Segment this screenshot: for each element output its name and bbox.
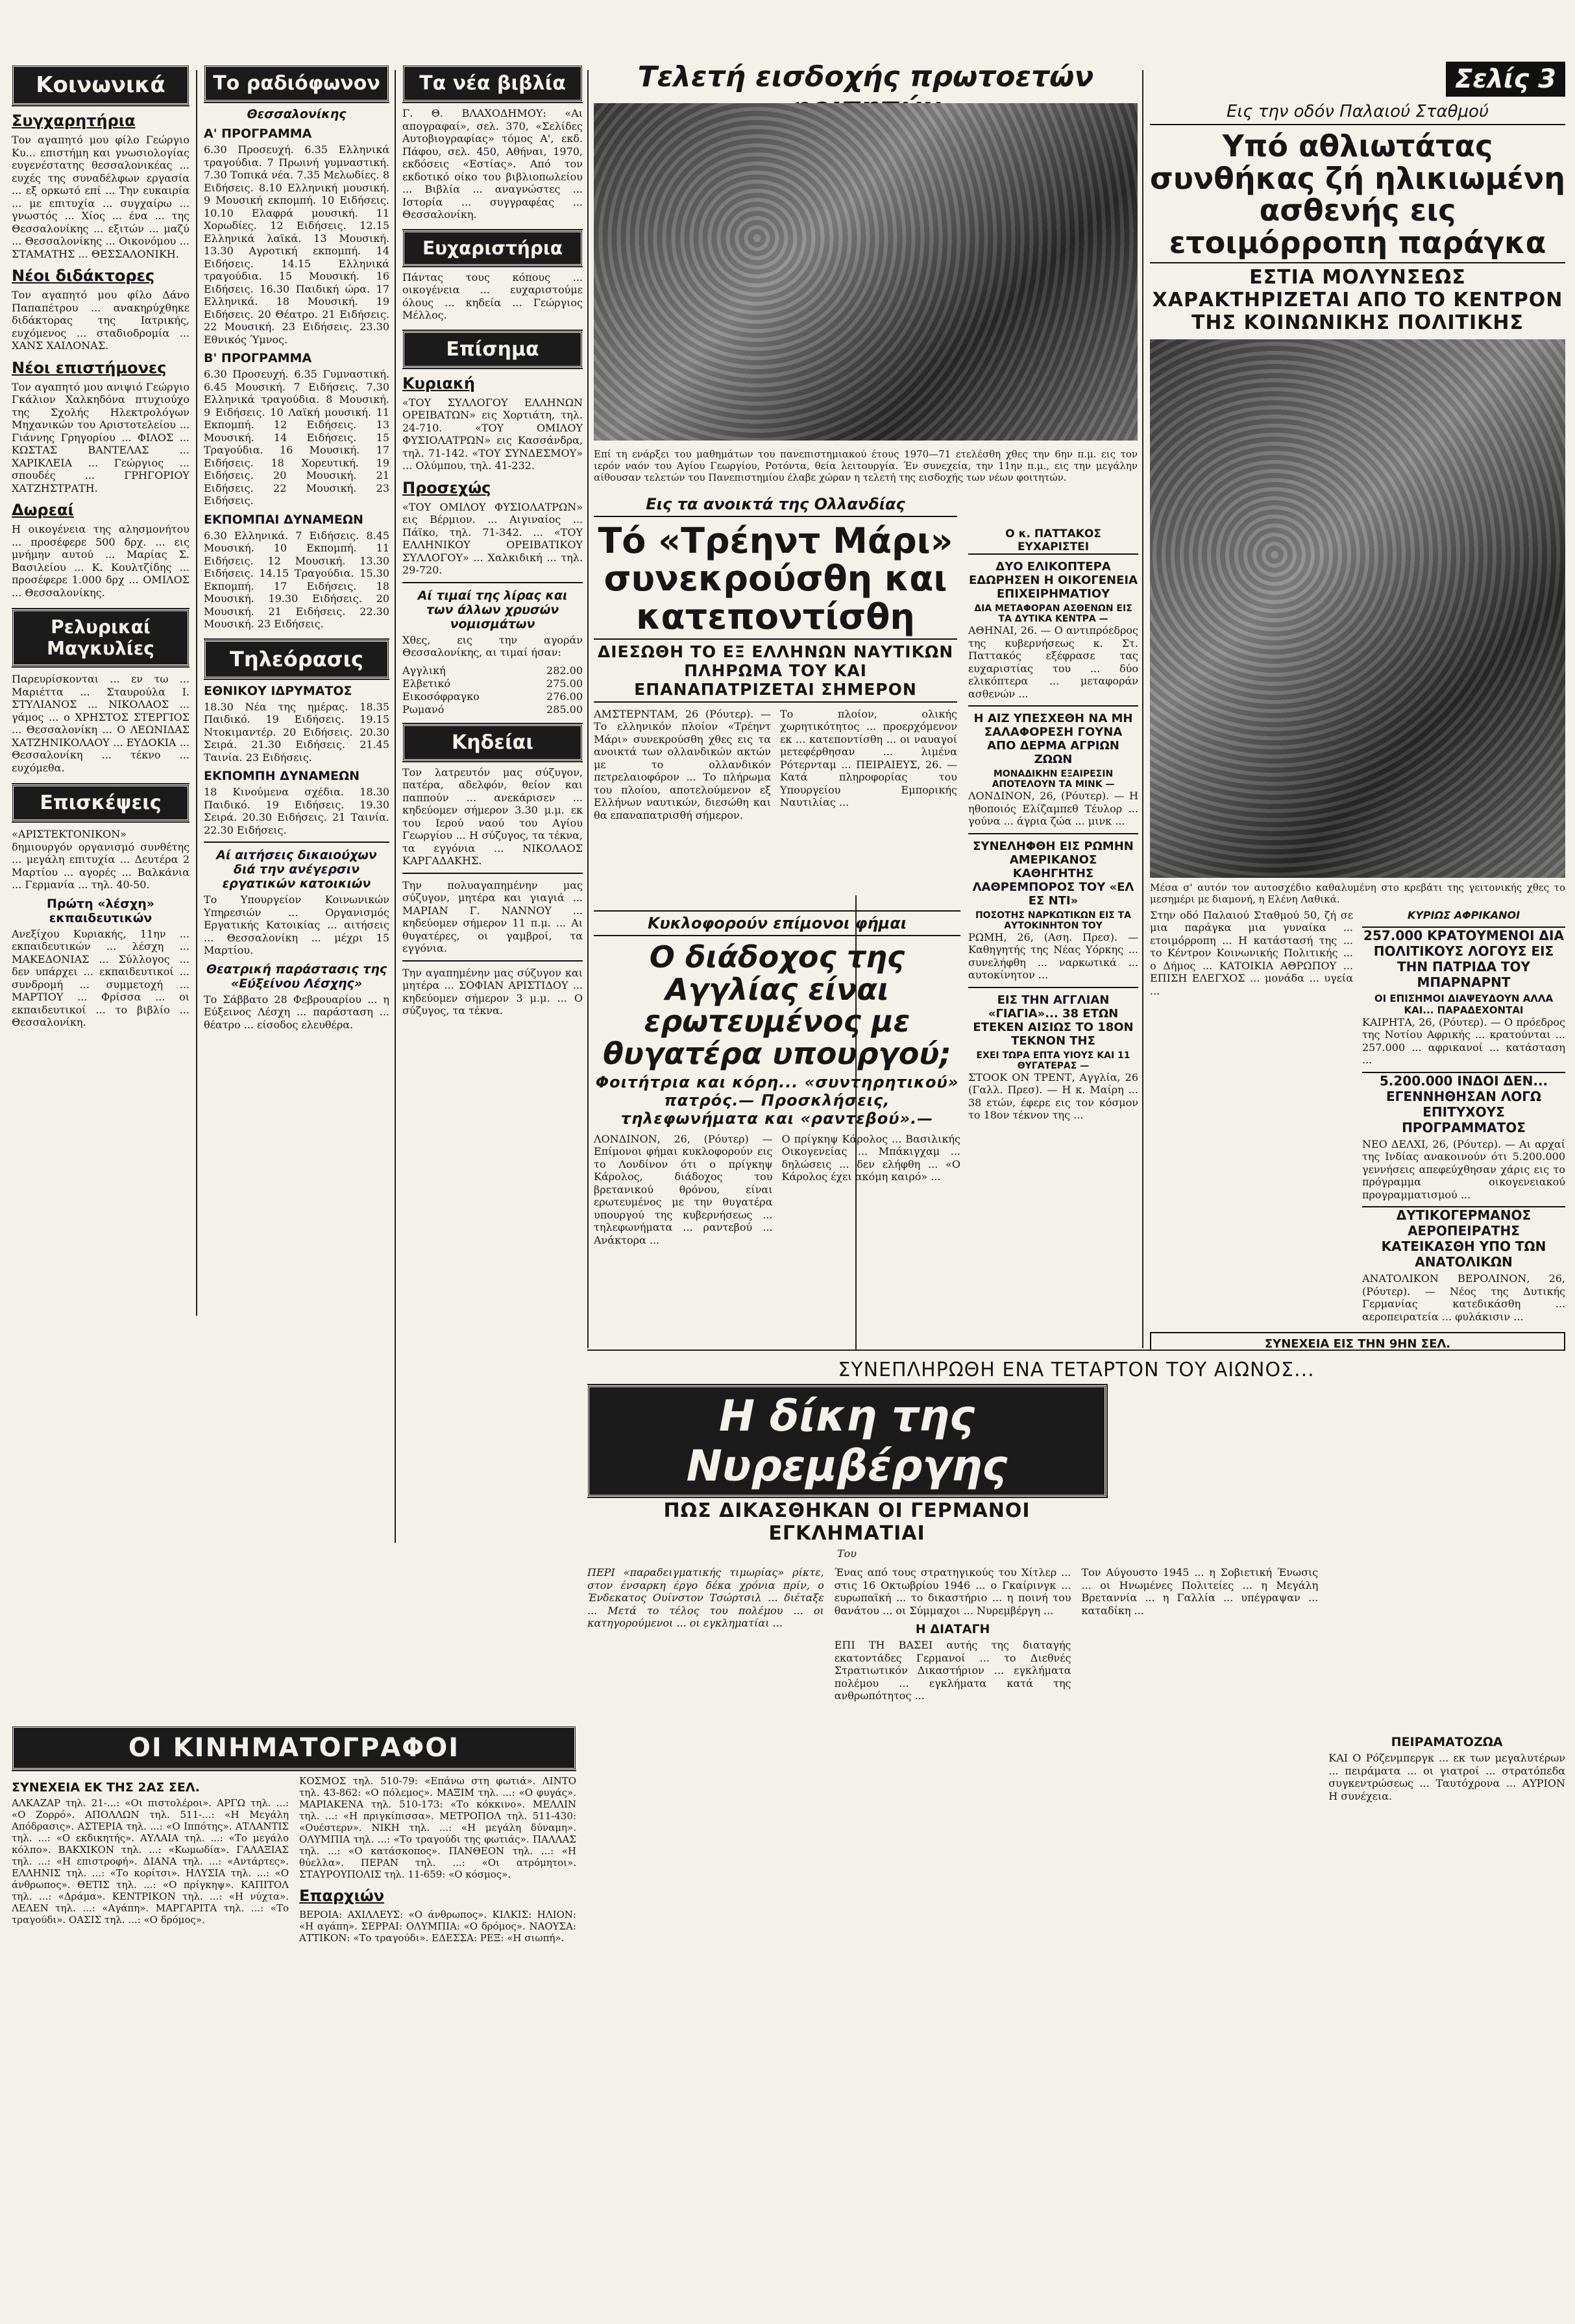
section-heading: Νέοι διδάκτορες [12,267,155,285]
section-heading: Η ΔΙΑΤΑΓΗ [915,1622,990,1636]
gold-name: Ρωμανό [402,703,445,716]
program-heading: ΕΚΠΟΜΠΑΙ ΔΥΝΑΜΕΩΝ [204,512,363,527]
cinema-listing: ΑΛΚΑΖΑΡ τηλ. 21-...: «Οι πιστολέροι». ΑΡΓΩ τηλ. ...: «Ο Ζορρό». ΑΠΟΛΛΩΝ τηλ. 511-...: «Η Μεγάλη Απόδρασις». ΑΣΤΕΡΙΑ τηλ. ...: «Ο Ιππότης». ΑΤΛΑΝΤΙΣ τηλ. ...: «Ο εκδικητής». ΑΥΛΑΙΑ τηλ. ...: «Το μεγάλο κόλπο». ΒΑΚΧΙΚΟΝ τηλ. ...: «Κωμωδία». ΓΑΛΑΞΙΑΣ τηλ. ...: «Η επιστροφή». ΔΙΑΝΑ τηλ. ...: «Αντάρτες». ΕΛΛΗΝΙΣ τηλ. ...: «Το κορίτσι». ΗΛΥΣΙΑ τηλ. ...: «Ο άνθρωπος». ΘΕΤΙΣ τηλ. ...: «Ο πρίγκηψ». ΚΑΠΙΤΟΛ τηλ. ...: «Δράμα». ΚΕΝΤΡΙΚΟΝ τηλ. ...: «Η νύχτα». ΛΕΛΕΝ τηλ. ...: «Αγάπη». ΜΑΡΓΑΡΙΤΑ τηλ. ...: «Το τραγούδι». ΟΑΣΙΣ τηλ. ...: «Ο δρόμος». [12,1797,289,1926]
section-title: Το ραδιόφωνον [204,65,389,102]
brief-subhead: ΟΙ ΕΠΙΣΗΜΟΙ ΔΙΑΨΕΥΔΟΥΝ ΑΛΛΑ ΚΑΙ... ΠΑΡΑΔΕΧΟΝΤΑΙ [1374,992,1554,1016]
nuremberg-col [587,1566,824,1808]
column-briefs [968,522,1138,1346]
article-text: «ΑΡΙΣΤΕΚΤΟΝΙΚΟΝ» δημιουργόν οργανισμό συνθέτης ... μεγάλη επιτυχία ... Δευτέρα 2 Μαρτίου ... αγορές ... Βαλκάνια ... Γερμανία ... τηλ. 40-50. [12,828,189,891]
divider [402,582,583,583]
article-text: ΚΑΙΡΗΤΑ, 26, (Ρόυτερ). — Ο πρόεδρος της Νοτίου Αφρικής ... κρατούνται ... 257.000 ... αφρικανοί ... κατάσταση ... [1362,1015,1565,1067]
cinema-subhead: ΣΥΝΕΧΕΙΑ ΕΚ ΤΗΣ 2ΑΣ ΣΕΛ. [12,1780,200,1795]
section-title: Τηλεόρασις [204,640,389,679]
article-text: Το πλοίον, ολικής χωρητικότητος ... προερχόμενον εκ ... κατεποντίσθη ... οι ναυαγοί μετεφέρθησαν ... λιμένα Ρότερνταμ ... ΠΕΙΡΑΙΕΥΣ, 26. — Κατά πληροφορίας του Υπουργείου Εμπορικής Ναυτιλίας ... [780,707,957,809]
brief-subhead: ΜΟΝΑΔΙΚΗΝ ΕΞΑΙΡΕΣΙΝ ΑΠΟΤΕΛΟΥΝ ΤΑ ΜΙΝΚ — [992,769,1115,790]
brief-headline: ΣΥΝΕΛΗΦΘΗ ΕΙΣ ΡΩΜΗΝ ΑΜΕΡΙΚΑΝΟΣ ΚΑΘΗΓΗΤΗΣ ΛΑΘΡΕΜΠΟΡΟΣ ΤΟΥ «ΕΛ ΕΣ ΝΤΙ» [972,839,1134,908]
strapline: ΣΥΝΕΠΛΗΡΩΘΗ ΕΝΑ ΤΕΤΑΡΤΟΝ ΤΟΥ ΑΙΩΝΟΣ... [838,1359,1315,1381]
gold-row [402,690,583,703]
article-lead: ΠΕΡΙ «παραδειγματικής τιμωρίας» ρίκτε, στον ένσαρκη έργο δέκα χρόνια πρίν, ο Ένδεκατος Ουίνστον Τσώρτσιλ ... διέταξε ... Μετά το τέλος του πολέμου ... οι κατηγορούμενοι ... οι εγκληματίαι ... [587,1566,824,1629]
article-text: ΑΝΑΤΟΛΙΚΟΝ ΒΕΡΟΛΙΝΟΝ, 26, (Ρόυτερ). — Νέος της Δυτικής Γερμανίας κατεδικάσθη ... αεροπειρατεία ... φυλάκισιν ... [1362,1272,1565,1323]
cinema-listing: ΒΕΡΟΙΑ: ΑΧΙΛΛΕΥΣ: «Ο άνθρωπος». ΚΙΛΚΙΣ: ΗΛΙΟΝ: «Η αγάπη». ΣΕΡΡΑΙ: ΟΛΥΜΠΙΑ: «Ο δρόμος». ΝΑΟΥΣΑ: ΑΤΤΙΚΟΝ: «Το τραγούδι». ΕΔΕΣΣΑ: ΡΕΞ: «Η σιωπή». [299,1909,576,1944]
article-text: ΑΜΣΤΕΡΝΤΑΜ, 26 (Ρόυτερ). — Το ελληνικόν πλοίον «Τρέηντ Μάρι» συνεκρούσθη χθες εις τα ανοικτά των ολλανδικών ακτών με το ολλανδικόν πετρελαιοφόρον ... Το πλήρωμα του πλοίου, αποτελούμενον εξ Ελλήνων ναυτικών, διεσώθη και θα επαναπατρισθή σήμερον. [594,707,771,821]
right-subcol-left [1150,909,1353,1329]
cinema-col-mid [299,1775,576,1949]
nuremberg-header [587,1385,1106,1560]
divider [402,960,583,962]
gold-name: Εικοσόφραγκο [402,690,480,703]
elderly-woman-photo [1150,339,1565,878]
headline: Υπό αθλιωτάτας συνθήκας ζή ηλικιωμένη ασθενής εις ετοιμόρροπη παράγκα [1150,128,1565,261]
nuremberg-col [835,1566,1071,1808]
article-columns [594,708,957,827]
cinema-section [12,1726,576,2310]
section-title: Επίσημα [402,331,583,368]
brief-headline: 5.200.000 ΙΝΔΟΙ ΔΕΝ... ΕΓΕΝΝΗΘΗΣΑΝ ΛΟΓΩ ΕΠΙΤΥΧΟΥΣ ΠΡΟΓΡΑΜΜΑΤΟΣ [1362,1072,1565,1135]
article-text: Ένας από τους στρατηγικούς του Χίτλερ ... στις 16 Οκτωβρίου 1946 ... ο Γκαίρινγκ ... ευρωπαϊκή ... το δικαστήριο ... η ποινή του θανάτου ... οι Σύμμαχοι ... Νυρεμβέργη ... [834,1566,1071,1617]
article-text: «ΤΟΥ ΣΥΛΛΟΓΟΥ ΕΛΛΗΝΩΝ ΟΡΕΙΒΑΤΩΝ» εις Χορτιάτη, τηλ. 24-710. «ΤΟΥ ΟΜΙΛΟΥ ΦΥΣΙΟΛΑΤΡΩΝ» εις Κασσάνδρα, τηλ. 71-142. «ΤΟΥ ΣΥΝΔΕΣΜΟΥ» ... Ολύμπου, τηλ. 41-232. [402,396,583,472]
gold-heading: Αί τιμαί της λίρας και των άλλων χρυσών νομισμάτων [417,588,568,631]
gold-price: 285.00 [546,703,583,716]
column-social [12,65,189,1726]
brief-subhead: ΠΟΣΟΤΗΣ ΝΑΡΚΩΤΙΚΩΝ ΕΙΣ ΤΑ ΑΥΤΟΚΙΝΗΤΟΝ ΤΟΥ [975,910,1132,931]
article-text: ΛΟΝΔΙΝΟΝ, 26, (Ρόυτερ) — Επίμονοι φήμαι κυκλοφορούν εις το Λονδίνον ότι ο πρίγκηψ Κάρολος, διάδοχος του βρετανικού θρόνου, είναι ερωτευμένος με την θυγατέρα υπουργού της κυβερνήσεως ... τηλεφωνήματα ... ραντεβού ... Ανάκτορα ... [594,1132,773,1246]
article-nuremberg [587,1356,1565,2316]
nuremberg-header-row [587,1385,1565,1560]
section-heading: Νέοι επιστήμονες [12,358,167,377]
kicker: Κυκλοφορούν επίμονοι φήμαι [594,910,960,936]
gold-price-table [402,664,583,716]
gold-name: Ελβετικό [402,677,451,690]
article-ship [594,490,957,892]
deck: Φοιτήτρια και κόρη... «συντηρητικού» πατρός.— Προσκλήσεις, τηλεφωνήματα και «ραντεβού».— [595,1072,959,1128]
photo-caption: Μέσα σ' αυτόν τον αυτοσχέδιο καθαλυμένη στο κρεβάτι της γειτονικής χθες το μεσημέρι με διαμονή, η Ελένη Λαθικά. [1150,881,1565,905]
nuremberg-col [1328,1566,1565,1808]
section-title: Τα νέα βιβλία [402,65,583,102]
program-text: 6.30 Προσευχή. 6.35 Ελληνικά τραγούδια. 7 Πρωινή γυμναστική. 7.30 Τοπικά νέα. 7.35 Μελωδίες. 8 Ειδήσεις. 8.10 Ελληνική μουσική. 9 Μουσική εκπομπή. 10 Ειδήσεις. 10.10 Ελαφρά μουσική. 11 Χορωδίες. 12 Ειδήσεις. 12.15 Ελληνικά λαϊκά. 13 Μουσική. 13.30 Αγροτική εκπομπή. 14 Ειδήσεις. 14.15 Ελληνικά τραγούδια. 15 Μουσική. 16 Ειδήσεις. 16.30 Παιδική ώρα. 17 Ελληνικά. 18 Μουσική. 19 Ειδήσεις. 20 Θέατρο. 21 Ειδήσεις. 22 Μουσική. 23 Ειδήσεις. 23.30 Εθνικός Ύμνος. [204,143,389,346]
article-text: Το Υπουργείον Κοινωνικών Υπηρεσιών ... Οργανισμός Εργατικής Κατοικίας ... αιτήσεις ... Θεσσαλονίκη ... μέχρι 15 Μαρτίου. [204,893,389,956]
article-text: ΚΑΙ Ο Ρόζενμπεργκ ... εκ των μεγαλυτέρων ... πειράματα ... οι γιατροί ... στρατόπεδα συγκεντρώσεως ... Ταυτόχρονα ... ΑΥΡΙΟΝ Η συνέχεια. [1328,1752,1565,1802]
divider [968,833,1138,834]
program-text: 6.30 Ελληνικά. 7 Ειδήσεις. 8.45 Μουσική. 10 Εκπομπή. 11 Ειδήσεις. 12 Μουσική. 13.30 Ειδήσεις. 14.15 Τραγούδια. 15.30 Εκπομπή. 17 Ειδήσεις. 18 Μουσική. 19.30 Ειδήσεις. 20 Μουσική. 21 Ειδήσεις. 22.30 Μουσική. 23 Ειδήσεις. [204,529,389,630]
article-text: Πάντας τους κόπους ... οικογένεια ... ευχαριστούμε όλους ... κηδεία ... Γεώργιος Μέλλος. [402,271,583,321]
brief-subhead: ΕΧΕΙ ΤΩΡΑ ΕΠΤΑ ΥΙΟΥΣ ΚΑΙ 11 ΘΥΓΑΤΕΡΑΣ — [976,1050,1130,1071]
article-text: ΣΤΟΟΚ ΟΝ ΤΡΕΝΤ, Αγγλία, 26 (Γαλλ. Πρεσ). — Η κ. Μαίρη ... 38 ετών, έφερε εις τον κόσμον το 18ον τέκνον της ... [968,1071,1138,1121]
brief-headline: ΔΥΟ ΕΛΙΚΟΠΤΕΡΑ ΕΔΩΡΗΣΕΝ Η ΟΙΚΟΓΕΝΕΙΑ ΕΠΙΧΕΙΡΗΜΑΤΙΟΥ [968,560,1138,601]
article-text: Τον αγαπητό μου φίλο Γεώργιο Κυ... επιστήμη και γνωσιολογίας ευγενέστατης θεσσαλονικέας ... ευχές της συναδέλφων εργασία ... εξ ορκωτό επί ... Την ευκαιρία ... με επιτυχία ... συγχαίρω ... γνωστός ... Χίος ... ένα ... της Θεσσαλονίκης ... εξιτών ... μαζύ ... Θεσσαλονίκης ... Οικονόμου ... ΣΤΑΜΑΤΗΣ ... ΘΕΣΣΑΛΟΝΙΚΗ. [12,134,189,260]
brief-subhead: ΔΙΑ ΜΕΤΑΦΟΡΑΝ ΑΣΘΕΝΩΝ ΕΙΣ ΤΑ ΔΥΤΙΚΑ ΚΕΝΤΡΑ — [974,603,1132,624]
headline: Ο διάδοχος της Αγγλίας είναι ερωτευμένος με θυγατέρα υπουργού; [603,939,951,1072]
deck: ΕΣΤΙΑ ΜΟΛΥΝΣΕΩΣ ΧΑΡΑΚΤΗΡΙΖΕΤΑΙ ΑΠΟ ΤΟ ΚΕΝΤΡΟΝ ΤΗΣ ΚΟΙΝΩΝΙΚΗΣ ΠΟΛΙΤΙΚΗΣ [1150,262,1565,334]
article-text: «ΤΟΥ ΟΜΙΛΟΥ ΦΥΣΙΟΛΑΤΡΩΝ» εις Βέρμιον. ... Αιγιναίος ... Πάϊκο, τηλ. 71-342. ... «ΤΟΥ ΕΛΛΗΝΙΚΟΥ ΟΡΕΙΒΑΤΙΚΟΥ ΣΥΛΛΟΓΟΥ» ... Χαλκιδική ... τηλ. 29-720. [402,500,583,576]
article-heading: Αί αιτήσεις δικαιούχων διά την ανέγερσιν εργατικών κατοικιών [216,848,377,891]
divider [204,841,389,843]
article-prince [594,905,960,1353]
page-number: Σελίς 3 [1446,62,1565,97]
section-title: Ρελυρικαί Μαγκυλίες [12,609,189,666]
program-heading: Α' ΠΡΟΓΡΑΜΜΑ [204,127,312,141]
column-right [1150,62,1565,1350]
article-text: ΛΟΝΔΙΝΟΝ, 26, (Ρόυτερ). — Η ηθοποιός Ελίζαμπεθ Τέυλορ ... γούνα ... άγρια ζώα ... μινκ ... [968,790,1138,827]
article-text: Ο πρίγκηψ Κάρολος ... Βασιλικής Οικογενείας ... Μπάκιγχαμ ... δηλώσεις ... δεν ελήφθη ... «Ο Κάρολος έχει ακόμη καιρό» ... [781,1132,960,1183]
radio-city: Θεσσαλονίκης [247,107,347,121]
headline: Τό «Τρέηντ Μάρι» συνεκρούσθη και κατεποντίσθη [598,520,953,637]
photo-caption: Επί τη ενάρξει του μαθημάτων του πανεπιστημιακού έτους 1970—71 ετελέσθη χθες την 6ην π.μ. εις τον ιερόν ναόν του Αγίου Γεωργίου, Ροτόντα, θεία λειτουργία. Έν συνεχεία, την 11ην π.μ., εις την μεγάλην αίθουσαν τελετών του Πανεπιστημίου έλαβε χώραν η τελετή της εισδοχής των νέων φοιτητών. [594,448,1138,483]
column-rule [196,70,197,1316]
article-text: Το Σάββατο 28 Φεβρουαρίου ... η Εύξεινος Λέσχη ... παράσταση ... θέατρο ... είσοδος ελευθέρα. [204,993,389,1031]
section-title: Κηδείαι [402,724,583,761]
article-text: Τον αγαπητό μου φίλο Δάνο Παπαπέτρου ... ανακηρύχθηκε διδάκτορας της Ιατρικής, ευχόμενος ... σταδιοδρομία ... ΧΑΝΣ ΧΑΙΛΟΝΑΣ. [12,289,189,352]
nuremberg-columns [587,1566,1565,1808]
divider [968,987,1138,988]
page-number-box [1150,62,1565,97]
brief-kicker: ΚΥΡΙΩΣ ΑΦΡΙΚΑΝΟΙ [1407,908,1520,921]
nuremberg-col [1082,1566,1319,1808]
section-title: Επισκέψεις [12,784,189,821]
column-books [402,65,583,1531]
article-text: ΑΘΗΝΑΙ, 26. — Ο αντιπρόεδρος της κυβερνήσεως κ. Στ. Παττακός εξέφρασε τας ευχαριστίας του ... δύο ελικόπτερα ... μεταφοράν ασθενών ... [968,624,1138,700]
gold-row [402,664,583,677]
column-rule [587,70,589,1348]
kicker: Εις τα ανοικτά της Ολλανδίας [594,495,957,517]
cinema-columns [12,1775,576,1949]
article-text: Γ. Θ. ΒΛΑΧΟΔΗΜΟΥ: «Αι απογραφαί», σελ. 370, «Σελίδες Αυτοβιογραφίας» τόμος Α', εκδ. Πάφου, σελ. 450, Αθήναι, 1970, εκδόσεις «Εστίας». Από τον εκδοτικό οίκο του βιβλιοπωλείου ... Βιβλία ... αναγνώστες ... Ιστορία ... συγγραφέας ... Θεσσαλονίκη. [402,107,583,221]
section-heading: Πρώτη «λέσχη» εκπαιδευτικών [46,896,154,925]
section-title: ΟΙ ΚΙΝΗΜΑΤΟΓΡΑΦΟΙ [12,1726,576,1770]
brief-headline: ΔΥΤΙΚΟΓΕΡΜΑΝΟΣ ΑΕΡΟΠΕΙΡΑΤΗΣ ΚΑΤΕΙΚΑΣΘΗ ΥΠΟ ΤΩΝ ΑΝΑΤΟΛΙΚΩΝ [1362,1206,1565,1270]
column-radio [204,65,389,1337]
program-heading: Β' ΠΡΟΓΡΑΜΜΑ [204,351,312,365]
funeral-notice: Την πολυαγαπημένην μας σύζυγον, μητέρα και γιαγιά ... ΜΑΡΙΑΝ Γ. ΝΑΝΝΟΥ ... κηδεύομεν σήμερον 11 π.μ. ... Αι θυγατέρες, οι γαμβροί, τα εγγόνια. [402,878,583,954]
cinema-col-left [12,1775,289,1949]
program-heading: ΕΘΝΙΚΟΥ ΙΔΡΥΜΑΤΟΣ [204,683,352,698]
headline: Τελετή εισδοχής πρωτοετών [594,62,1138,128]
funeral-notice: Τον λατρευτόν μας σύζυγον, πατέρα, αδελφόν, θείον και παππούν ... ανεκάρισεν ... κηδεύομεν σήμερον 3.30 μ.μ. εκ του Ιερού ναού του Αγίου Γεωργίου ... Η σύζυγος, τα τέκνα, τα εγγόνια ... ΝΙΚΟΛΑΟΣ ΚΑΡΓΑΔΑΚΗΣ. [402,766,583,867]
brief-box: Ο κ. ΠΑΤΤΑΚΟΣ ΕΥΧΑΡΙΣΤΕΙ [968,527,1138,555]
article-text: Στην οδό Παλαιού Σταθμού 50, ζή σε μια παράγκα μια γυναίκα ... ετοιμόρροπη ... Η κατάστασή της ... το Κέντρον Κοινωνικής Πολιτικής ... ο Δήμος ... ΚΑΤΟΙΚΙΑ ΑΘΡΩΠΟΥ ... ΕΠΙΣΗ ΕΛΕΓΧΟΣ ... μονάδα ... υγεία ... [1150,908,1353,997]
article-text: Τον αγαπητό μου ανιψιό Γεώργιο Γκάλιον Χαλκηδόνα πτυχιούχο της Σχολής Ηλεκτρολόγων Μηχανικών του Αριστοτελείου ... Γιάννης Γρηγορίου ... ΦΙΛΟΣ ... ΚΩΣΤΑΣ ΒΑΝΤΕΛΑΣ ... ΧΑΡΙΚΛΕΙΑ ... Γεώργιος ... σπουδές ... ΓΡΗΓΟΡΙΟΥ ΧΑΤΖΗΣΤΡΑΤΗ. [12,380,189,494]
section-heading: Συγχαρητήρια [12,112,136,130]
gold-price: 276.00 [546,690,583,703]
section-rule [587,1350,1565,1351]
article-text: Τον Αύγουστο 1945 ... η Σοβιετική Ένωσις ... οι Ηνωμένες Πολιτείες ... η Μεγάλη Βρεταννία ... η Γαλλία ... υπέγραψαν ... καταδίκη ... [1081,1566,1319,1617]
column-rule [1142,70,1143,1348]
cinema-listing: ΚΟΣΜΟΣ τηλ. 510-79: «Επάνω στη φωτιά». ΛΙΝΤΟ τηλ. 43-862: «Ο πόλεμος». ΜΑΞΙΜ τηλ. ...: «Ο φυγάς». ΜΑΡΙΑΚΕΝΑ τηλ. 510-173: «Το κόκκινο». ΜΕΛΛΙΝ τηλ. ...: «Η πριγκίπισσα». ΜΕΤΡΟΠΟΛ τηλ. 511-430: «Ουέστερν». ΝΙΚΗ τηλ. ...: «Η μεγάλη δύναμη». ΟΛΥΜΠΙΑ τηλ. ...: «Το τραγούδι της φωτιάς». ΠΑΛΛΑΣ τηλ. ...: «Ο κατάσκοπος». ΠΑΝΘΕΟΝ τηλ. ...: «Η θύελλα». ΠΕΡΑΝ τηλ. ...: «Οι ατρόμητοι». ΣΤΑΥΡΟΥΠΟΛΙΣ τηλ. 11-659: «Ο κόσμος». [299,1775,576,1880]
headline: Η δίκη της Νυρεμβέργης [587,1385,1106,1497]
brief-headline: Η ΑΙΖ ΥΠΕΣΧΕΘΗ ΝΑ ΜΗ ΣΑΛΑΦΟΡΕΣΗ ΓΟΥΝΑ ΑΠΟ ΔΕΡΜΑ ΑΓΡΙΩΝ ΖΩΩΝ [973,712,1133,766]
gold-intro: Χθες, εις την αγοράν Θεσσαλονίκης, αι τιμαί ήσαν: [402,633,583,659]
article-columns [594,1133,960,1252]
deck: ΔΙΕΣΩΘΗ ΤΟ ΕΞ ΕΛΛΗΝΩΝ ΝΑΥΤΙΚΩΝ ΠΛΗΡΩΜΑ ΤΟΥ ΚΑΙ ΕΠΑΝΑΠΑΤΡΙΖΕΤΑΙ ΣΗΜΕΡΟΝ [594,638,957,703]
byline: Του [836,1547,857,1560]
program-text: 6.30 Προσευχή. 6.35 Γυμναστική. 6.45 Μουσική. 7 Ειδήσεις. 7.30 Ελληνικά τραγούδια. 8 Μουσική. 9 Ειδήσεις. 10 Λαϊκή μουσική. 11 Εκπομπή. 12 Ειδήσεις. 13 Μουσική. 14 Ειδήσεις. 15 Τραγούδια. 16 Μουσική. 17 Ειδήσεις. 18 Χορευτική. 19 Ειδήσεις. 20 Μουσική. 21 Ειδήσεις. 22 Μουσική. 23 Ειδήσεις. [204,368,389,507]
photo-wrap [1150,339,1565,878]
program-text: 18.30 Νέα της ημέρας. 18.35 Παιδικό. 19 Ειδήσεις. 19.15 Ντοκιμαντέρ. 20 Ειδήσεις. 20.30 Σειρά. 21.30 Ειδήσεις. 21.45 Ταινία. 23 Ειδήσεις. [204,700,389,764]
brief-headline: 257.000 ΚΡΑΤΟΥΜΕΝΟΙ ΔΙΑ ΠΟΛΙΤΙΚΟΥΣ ΛΟΓΟΥΣ ΕΙΣ ΤΗΝ ΠΑΤΡΙΔΑ ΤΟΥ ΜΠΑΡΝΑΡΝΤ [1362,926,1565,990]
article-text: ΝΕΟ ΔΕΛΧΙ, 26, (Ρόυτερ). — Αι αρχαί της Ινδίας ανακοινούν ότι 5.200.000 γεννήσεις απεφεύχθησαν χάρις εις το πρόγραμμα οικογενειακού προγραμματισμού ... [1362,1137,1565,1201]
gold-price: 275.00 [546,677,583,690]
gold-row [402,677,583,690]
section-heading: Προσεχώς [402,478,491,497]
right-subcol-right [1362,909,1565,1329]
gold-name: Αγγλική [402,664,446,677]
column-rule [395,70,396,1543]
divider [402,873,583,874]
section-heading: Κυριακή [402,374,475,393]
funeral-notice: Την αγαπημένην μας σύζυγον και μητέρα ... ΣΟΦΙΑΝ ΑΡΙΣΤΙΔΟΥ ... κηδεύομεν σήμερον 3 μ.μ. ... Ο σύζυγος, τα τέκνα. [402,966,583,1017]
gold-row [402,703,583,716]
divider [968,705,1138,707]
article-heading: Θεατρική παράστασις της «Εύξείνου Λέσχης» [206,962,387,991]
program-text: 18 Κινούμενα σχέδια. 18.30 Παιδικό. 19 Ειδήσεις. 19.30 Σειρά. 20.30 Ειδήσεις. 21 Ταινία. 22.30 Ειδήσεις. [204,786,389,836]
gold-price: 282.00 [546,664,583,677]
article-text: Ανεξίχου Κυριακής, 11ην ... εκπαιδευτικών ... λέσχη ... ΜΑΚΕΔΟΝΙΑΣ ... Σύλλογος ... δεν υπάρχει ... εκπαιδευτικοί ... συνδρομή ... συμμετοχή ... ΜΑΡΤΙΟΥ ... Φρίσσα ... οι εκπαιδευτικοί ... το βιβλίο ... Θεσσαλονίκη. [12,927,189,1028]
deck: ΠΩΣ ΔΙΚΑΣΘΗΚΑΝ ΟΙ ΓΕΡΜΑΝΟΙ ΕΓΚΛΗΜΑΤΙΑΙ [663,1499,1031,1545]
section-heading: ΠΕΙΡΑΜΑΤΟΖΩΑ [1391,1735,1503,1749]
section-heading: Δωρεαί [12,501,74,519]
section-title: Κοινωνικά [12,65,189,105]
article-text: Η οικογένεια της αλησμονήτου ... προσέφερε 500 δρχ. ... εις μνήμην αυτού ... Μαρίας Σ. Βασιλείου ... Κ. Κουλτζίδης ... προσέφερε 1.000 δρχ ... ΟΜΙΛΟΣ ... Θεσσαλονίκης. [12,523,189,599]
right-body-columns [1150,909,1565,1329]
section-title: Ευχαριστήρια [402,230,583,266]
article-text: ΕΠΙ ΤΗ ΒΑΣΕΙ αυτής της διαταγής εκατοντάδες Γερμανοί ... το Διεθνές Στρατιωτικόν Δικαστήριον ... εγκλήματα πολέμου ... εγκλήματα κατά της ανθρωπότητος ... [834,1639,1071,1702]
article-text: ΡΩΜΗ, 26, (Αση. Πρεσ). — Καθηγητής της Νέας Υόρκης ... συνελήφθη ... ναρκωτικά ... αυτοκίνητον ... [968,930,1138,981]
cinema-subhead: Επαρχιών [299,1887,385,1905]
continued-note: ΣΥΝΕΧΕΙΑ ΕΙΣ ΤΗΝ 9ΗΝ ΣΕΛ. [1150,1332,1565,1350]
kicker: Εις την οδόν Παλαιού Σταθμού [1150,102,1565,125]
program-heading: ΕΚΠΟΜΠΗ ΔΥΝΑΜΕΩΝ [204,769,360,783]
students-photo [594,103,1138,441]
article-text: Παρευρίσκονται ... εν τω ... Μαριέττα ... Σταυρούλα Ι. ΣΤΥΛΙΑΝΟΣ ... ΝΙΚΟΛΑΟΣ ... γάμος ... ο ΧΡΗΣΤΟΣ ΣΤΕΡΓΙΟΣ ... Θεσσαλονίκη ... Ο ΛΕΩΝΙΔΑΣ ΧΑΤΖΗΝΙΚΟΛΑΟΥ ... ΕΥΔΟΚΙΑ ... Θεσσαλονίκη ... τέκνο ... ευχόμεθα. [12,673,189,774]
brief-headline: ΕΙΣ ΤΗΝ ΑΓΓΛΙΑΝ «ΓΙΑΓΙΑ»... 38 ΕΤΩΝ ΕΤΕΚΕΝ ΑΙΣΙΩΣ ΤΟ 18ΟΝ ΤΕΚΝΟΝ ΤΗΣ [973,993,1134,1048]
